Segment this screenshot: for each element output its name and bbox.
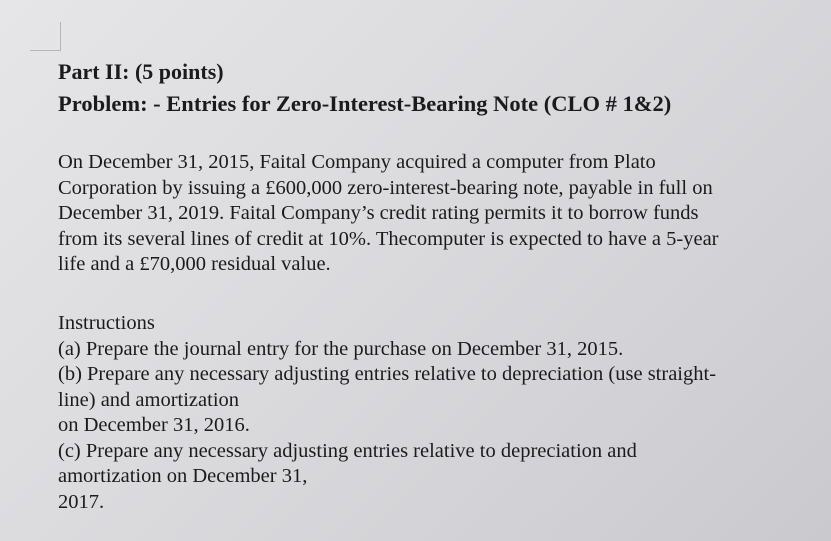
problem-paragraph (58, 150, 818, 278)
instruction-line: line) and amortization (58, 388, 240, 411)
instructions-heading: Instructions (58, 312, 155, 334)
instruction-line: (c) Prepare any necessary adjusting entries relative to depreciation and (58, 439, 637, 462)
problem-line: December 31, 2019. Faital Company’s credit rating permits it to borrow funds (58, 202, 699, 224)
instruction-line: amortization on December 31, (58, 465, 308, 487)
instruction-line: on December 31, 2016. (58, 414, 250, 436)
instruction-line: (b) Prepare any necessary adjusting entries relative to depreciation (use straight- (58, 363, 717, 385)
instruction-line: (a) Prepare the journal entry for the purchase on December 31, 2015. (58, 337, 624, 360)
problem-line: On December 31, 2015, Faital Company acquired a computer from Plato (58, 151, 656, 173)
instruction-line: 2017. (58, 490, 105, 513)
instructions-section (58, 311, 818, 515)
problem-line: life and a £70,000 residual value. (58, 253, 331, 275)
problem-title: Problem: - Entries for Zero-Interest-Bearing Note (CLO # 1&2) (58, 91, 672, 116)
page-corner-mark (30, 22, 61, 51)
part-title: Part II: (5 points) (58, 59, 224, 84)
problem-line: Corporation by issuing a £600,000 zero-interest-bearing note, payable in full on (58, 176, 713, 199)
problem-line: from its several lines of credit at 10%. Thecomputer is expected to have a 5-year (58, 227, 719, 250)
